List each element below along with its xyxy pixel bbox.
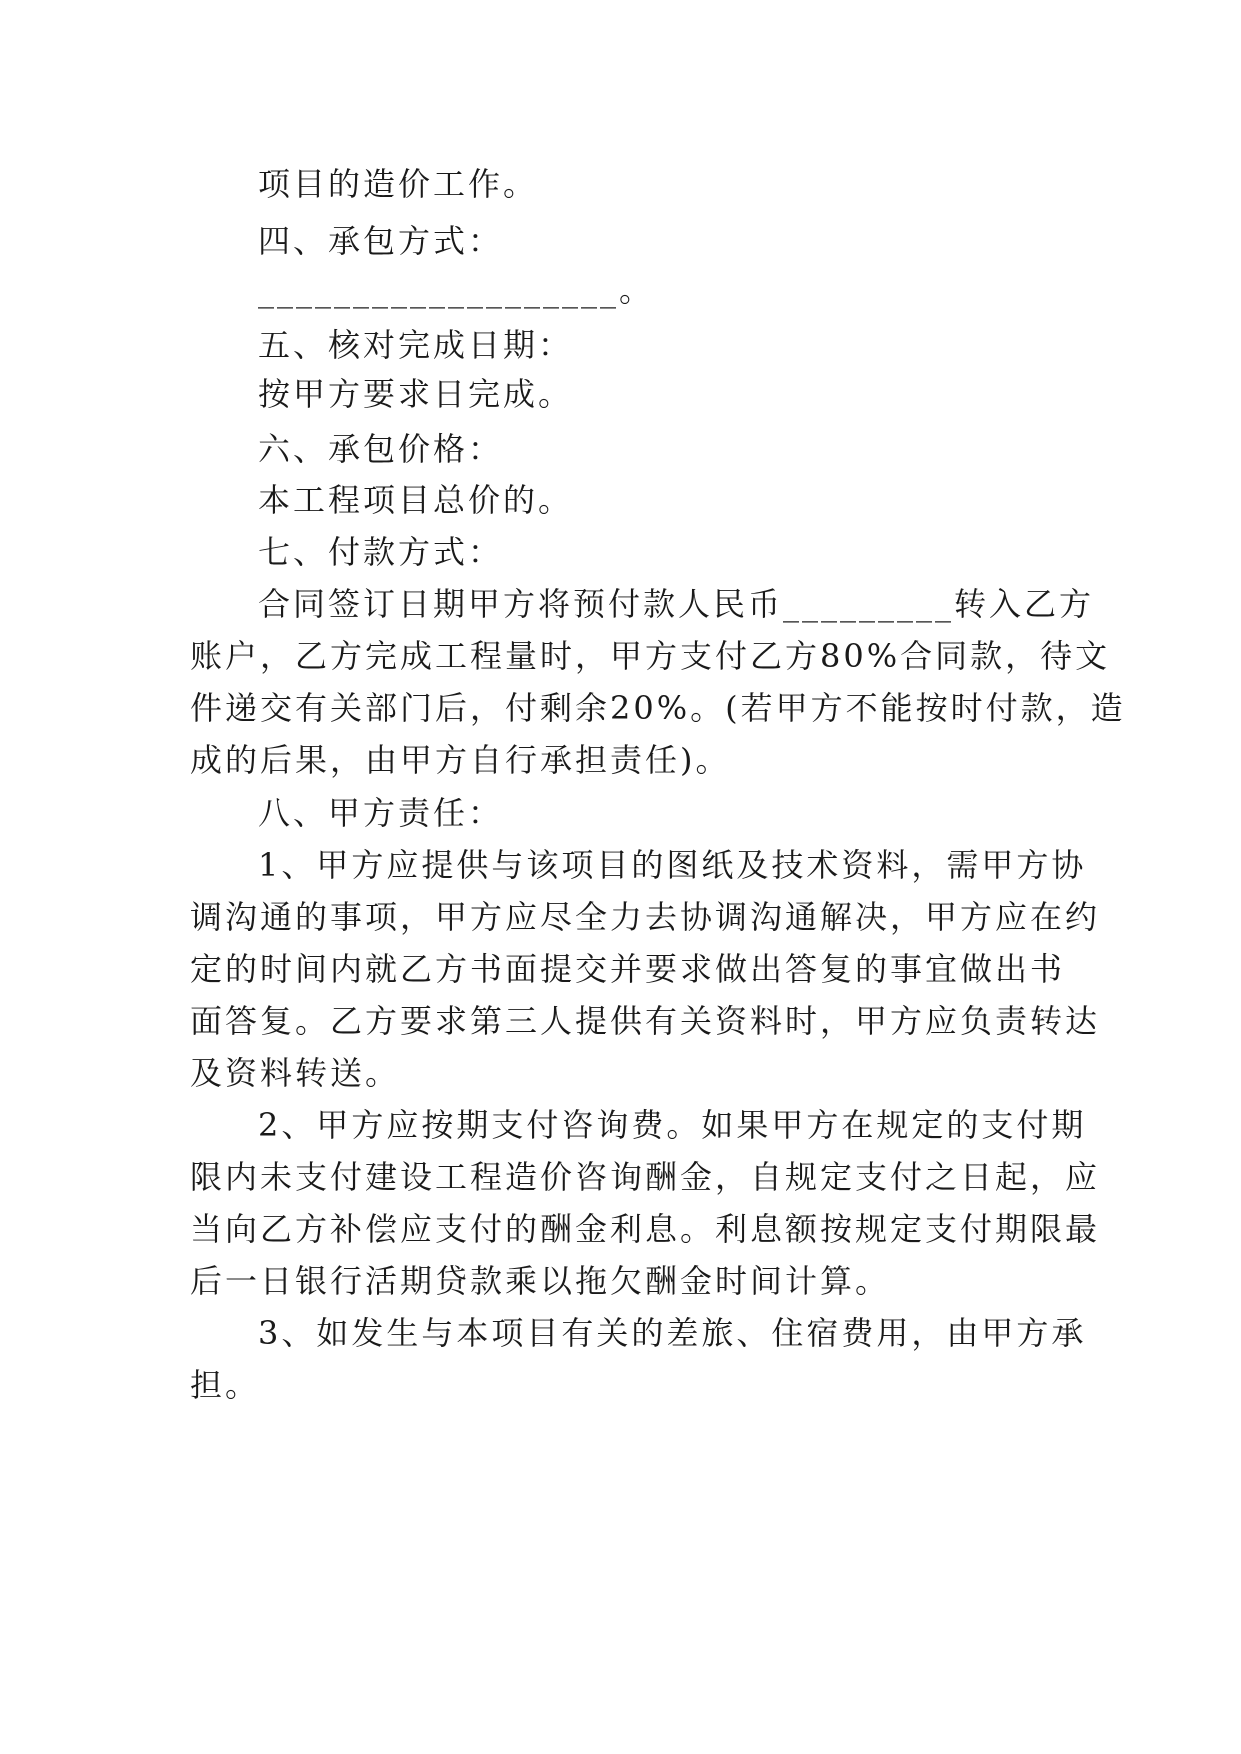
section-heading: 八、甲方责任： — [258, 794, 504, 832]
text-line: 后一日银行活期贷款乘以拖欠酬金时间计算。 — [190, 1262, 891, 1300]
text-line: 成的后果，由甲方自行承担责任)。 — [190, 741, 731, 779]
text-line: 本工程项目总价的。 — [258, 481, 574, 519]
text-line: 2、甲方应按期支付咨询费。如果甲方在规定的支付期 — [258, 1106, 1087, 1144]
section-heading: 六、承包价格： — [258, 430, 504, 468]
text-line: 定的时间内就乙方书面提交并要求做出答复的事宜做出书 — [190, 950, 1066, 988]
text-line: 当向乙方补偿应支付的酬金利息。利息额按规定支付期限最 — [190, 1210, 1101, 1248]
text-line: 账户，乙方完成工程量时，甲方支付乙方80%合同款，待文 — [190, 637, 1111, 675]
text-line: 担。 — [190, 1366, 261, 1404]
text-line: 3、如发生与本项目有关的差旅、住宿费用，由甲方承 — [258, 1314, 1087, 1352]
text-line: 件递交有关部门后，付剩余20%。(若甲方不能按时付款，造 — [190, 689, 1126, 727]
section-heading: 五、核对完成日期： — [258, 326, 574, 364]
text-line: 1、甲方应提供与该项目的图纸及技术资料，需甲方协 — [258, 846, 1087, 884]
text-line: 及资料转送。 — [190, 1054, 401, 1092]
section-heading: 七、付款方式： — [258, 533, 504, 571]
text-line: 调沟通的事项，甲方应尽全力去协调沟通解决，甲方应在约 — [190, 898, 1101, 936]
section-heading: 四、承包方式： — [258, 222, 504, 260]
text-line: 合同签订日期甲方将预付款人民币_________转入乙方 — [258, 585, 1095, 623]
blank-fill-line: ___________________。 — [258, 271, 655, 309]
text-line: 按甲方要求日完成。 — [258, 375, 574, 413]
text-line: 限内未支付建设工程造价咨询酬金，自规定支付之日起，应 — [190, 1158, 1101, 1196]
text-line: 面答复。乙方要求第三人提供有关资料时，甲方应负责转达 — [190, 1002, 1101, 1040]
text-line: 项目的造价工作。 — [258, 165, 539, 203]
